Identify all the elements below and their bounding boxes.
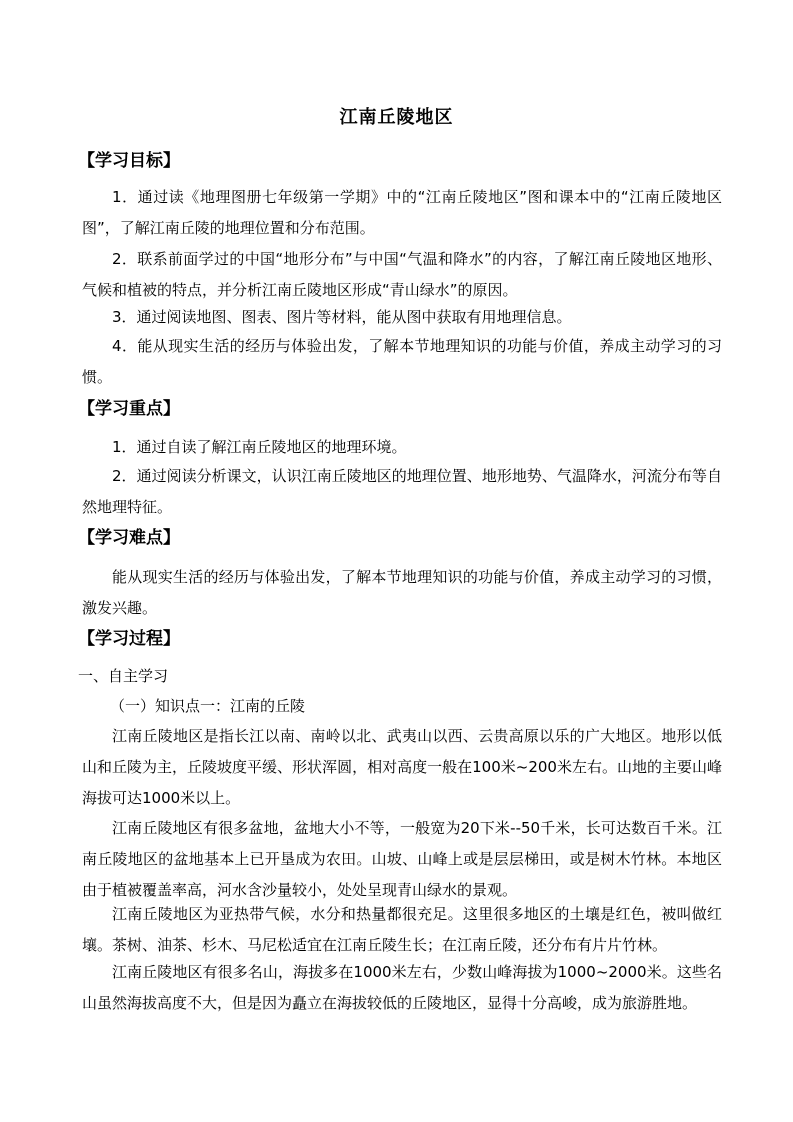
key-point-item-1: 1．通过自读了解江南丘陵地区的地理环境。 — [112, 438, 407, 456]
goal-item-1: 1．通过读《地理图册七年级第一学期》中的“江南丘陵地区”图和课本中的“江南丘陵地区图”，了解江南丘陵的地理位置和分布范围。 — [82, 188, 722, 237]
process-paragraph-1: 江南丘陵地区是指长江以南、南岭以北、武夷山以西、云贵高原以乐的广大地区。地形以低山和丘陵为主，丘陵坡度平缓、形状浑圆，相对高度一般在100米~200米左右。山地的主要山峰海拔可达1000米以上。 — [82, 727, 722, 807]
knowledge-point-1: （一）知识点一：江南的丘陵 — [110, 697, 306, 715]
section-heading-key-points: 【学习重点】 — [78, 399, 180, 419]
process-paragraph-3: 江南丘陵地区为亚热带气候，水分和热量都很充足。这里很多地区的土壤是红色，被叫做红壤。茶树、油茶、杉木、马尼松适宜在江南丘陵生长；在江南丘陵，还分布有片片竹林。 — [82, 905, 722, 954]
section-heading-goals: 【学习目标】 — [78, 151, 180, 171]
difficulty-item-1: 能从现实生活的经历与体验出发，了解本节地理知识的功能与价值，养成主动学习的习惯，激发兴趣。 — [82, 568, 722, 617]
process-paragraph-4: 江南丘陵地区有很多名山，海拔多在1000米左右，少数山峰海拔为1000~2000米。这些名山虽然海拔高度不大，但是因为矗立在海拔较低的丘陵地区，显得十分高峻，成为旅游胜地。 — [82, 963, 722, 1012]
section-heading-difficulties: 【学习难点】 — [78, 528, 180, 548]
process-part-1: 一、自主学习 — [78, 667, 169, 685]
page-title: 江南丘陵地区 — [339, 107, 454, 128]
section-heading-process: 【学习过程】 — [78, 629, 180, 649]
goal-item-3: 3．通过阅读地图、图表、图片等材料，能从图中获取有用地理信息。 — [112, 308, 572, 326]
goal-item-2: 2．联系前面学过的中国“地形分布”与中国“气温和降水”的内容，了解江南丘陵地区地形、气候和植被的特点，并分析江南丘陵地区形成“青山绿水”的原因。 — [82, 250, 722, 299]
goal-item-4: 4．能从现实生活的经历与体验出发，了解本节地理知识的功能与价值，养成主动学习的习惯。 — [82, 337, 722, 386]
process-paragraph-2: 江南丘陵地区有很多盆地，盆地大小不等，一般宽为20下米--50千米，长可达数百千米。江南丘陵地区的盆地基本上已开垦成为农田。山坡、山峰上或是层层梯田，或是树木竹林。本地区由于植被覆盖率高，河水含沙量较小，处处呈现青山绿水的景观。 — [82, 819, 722, 899]
key-point-item-2: 2．通过阅读分析课文，认识江南丘陵地区的地理位置、地形地势、气温降水，河流分布等自然地理特征。 — [82, 467, 722, 516]
